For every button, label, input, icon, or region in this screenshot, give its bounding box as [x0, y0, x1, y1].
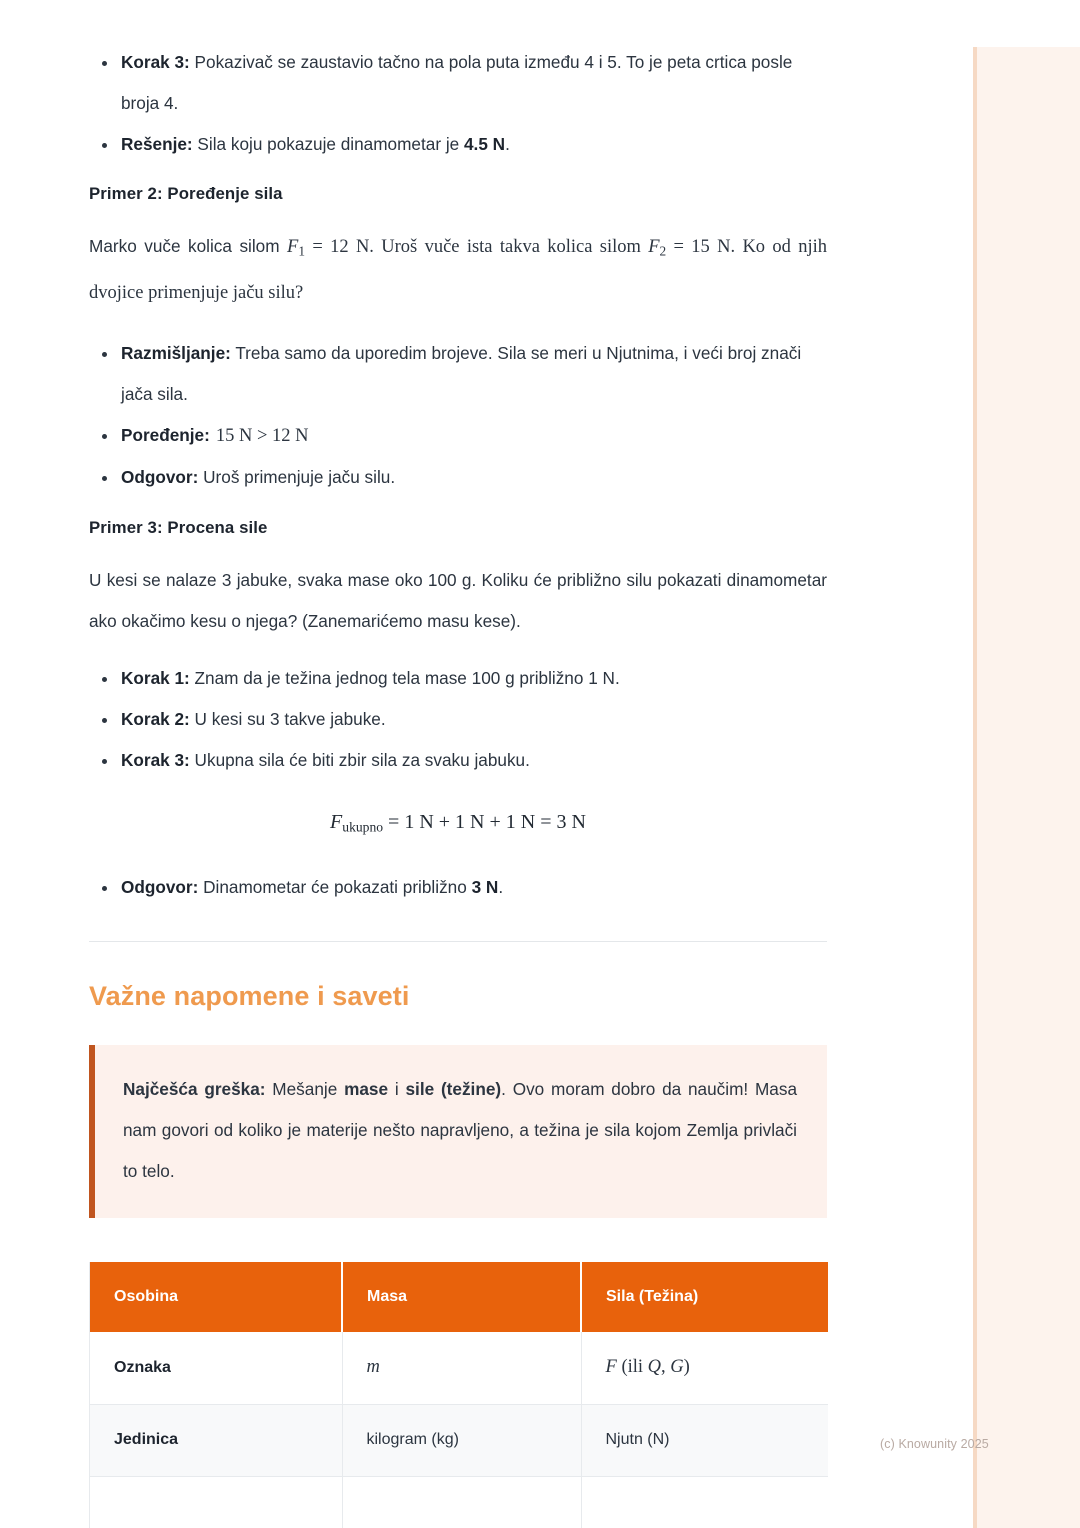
column-header-sila: Sila (Težina): [581, 1262, 828, 1332]
callout-part-3: . Ovo moram dobro da naučim! Masa nam govori od koliko je materije nešto napravljeno, a težina je sila kojom Zemlja privlači to telo.: [123, 1079, 798, 1182]
list-item: [89, 124, 827, 165]
cell-empty: [581, 1476, 828, 1528]
right-side-panel: [973, 47, 1080, 1528]
right-side-panel-edge: [973, 47, 977, 1528]
force-symbol: F: [605, 1357, 617, 1378]
column-header-osobina: Osobina: [90, 1262, 342, 1332]
force-symbol-f2: F: [648, 237, 660, 257]
list-item: [89, 457, 827, 498]
callout-bold-2: sile (težine): [405, 1079, 502, 1100]
bullet-text: U kesi su 3 takve jabuke.: [189, 708, 386, 729]
callout-bold-1: mase: [344, 1079, 389, 1100]
example-2-bullet-list: [89, 333, 827, 498]
bullet-text: Pokazivač se zaustavio tačno na pola puta između 4 i 5. To je peta crtica posle broja 4.: [121, 52, 793, 113]
bullet-text: Dinamometar će pokazati približno: [198, 877, 472, 898]
formula-expression: = 1 N + 1 N + 1 N = 3 N: [383, 810, 586, 833]
list-item: [89, 415, 827, 457]
bullet-text-tail: .: [498, 877, 504, 898]
cell-property-name: Oznaka: [90, 1332, 342, 1404]
table-wrapper: [89, 1262, 827, 1528]
mass-vs-force-table: [90, 1262, 828, 1528]
bullet-text-tail: .: [505, 134, 510, 154]
cell-force-unit: Njutn (N): [581, 1404, 828, 1476]
paragraph-math-2: = 15 N. Ko od njih dvojice primenjuje jaču silu?: [89, 237, 828, 303]
example-2-paragraph: [89, 226, 827, 314]
bullet-text: Znam da je težina jednog tela mase 100 g približno 1 N.: [189, 667, 620, 688]
formula-subscript: ukupno: [342, 819, 384, 835]
callout-text: [123, 1069, 797, 1192]
bullet-label: Rešenje:: [121, 134, 193, 154]
force-symbol-q: Q: [647, 1357, 662, 1378]
callout-part-1: Mešanje: [265, 1079, 345, 1100]
example-3-bullet-list: [89, 658, 827, 781]
bullet-text: Uroš primenjuje jaču silu.: [198, 466, 396, 487]
copyright-watermark: (c) Knowunity 2025: [880, 1437, 989, 1451]
cell-empty: [90, 1476, 342, 1528]
example-3-answer-list: [89, 867, 827, 908]
warning-callout: [89, 1045, 827, 1218]
bullet-label: Poređenje:: [121, 424, 210, 445]
list-item: [89, 740, 827, 781]
column-header-masa: Masa: [342, 1262, 581, 1332]
paragraph-math-1: = 12 N. Uroš vuče ista takva kolica silom: [305, 237, 649, 257]
list-item: [89, 333, 827, 415]
table-head: [90, 1262, 828, 1332]
bullet-label: Korak 2:: [121, 708, 190, 729]
example-3-heading: Primer 3: Procena sile: [89, 517, 268, 537]
bullet-text: Sila koju pokazuje dinamometar je: [192, 134, 464, 154]
cell-force-symbol: [581, 1332, 828, 1404]
bullet-label: Korak 3:: [121, 52, 190, 72]
comparison-math: 15 N > 12 N: [215, 425, 309, 446]
table-row: [90, 1332, 828, 1404]
formula-symbol: F: [330, 810, 343, 833]
bullet-label: Odgovor:: [121, 466, 199, 487]
top-bullet-list: [89, 42, 827, 165]
cell-empty: [342, 1476, 581, 1528]
example-2-heading: Primer 2: Poređenje sila: [89, 184, 283, 203]
bullet-label: Korak 3:: [121, 749, 190, 770]
bullet-label: Razmišljanje:: [121, 342, 231, 363]
paragraph-text: Marko vuče kolica silom: [89, 236, 288, 256]
list-item: [89, 867, 827, 908]
bullet-label: Korak 1:: [121, 667, 190, 688]
total-force-formula: [89, 805, 827, 841]
list-item: [89, 42, 827, 124]
list-item: [89, 658, 827, 699]
bullet-text: Treba samo da uporedim brojeve. Sila se meri u Njutnima, i veći broj znači jača sila.: [121, 342, 802, 404]
bullet-text: Ukupna sila će biti zbir sila za svaku jabuku.: [189, 749, 530, 770]
notes-section-heading: Važne napomene i saveti: [89, 981, 410, 1012]
example-3-paragraph: U kesi se nalaze 3 jabuke, svaka mase oko 100 g. Koliku će približno silu pokazati dinamometar ako okačimo kesu o njega? (Zanemarićemo masu kese).: [89, 569, 827, 631]
mass-symbol: m: [366, 1357, 380, 1378]
force-note-close: ): [683, 1357, 690, 1378]
force-subscript-2: 2: [659, 243, 667, 259]
bullet-value: 3 N: [471, 877, 499, 898]
callout-part-2: i: [388, 1079, 406, 1100]
bullet-label: Odgovor:: [121, 877, 199, 898]
force-note-open: (ili: [616, 1357, 648, 1378]
table-body: [90, 1332, 828, 1528]
table-row: [90, 1404, 828, 1476]
table-header-row: [90, 1262, 828, 1332]
force-symbol-g: G: [670, 1357, 684, 1378]
cell-mass-unit: kilogram (kg): [342, 1404, 581, 1476]
force-note-comma: ,: [661, 1357, 671, 1378]
table-row-partial: [90, 1476, 828, 1528]
force-symbol-f1: F: [287, 237, 299, 257]
cell-property-name: Jedinica: [90, 1404, 342, 1476]
force-subscript-1: 1: [298, 243, 306, 259]
document-content: [89, 0, 827, 1528]
cell-mass-symbol: [342, 1332, 581, 1404]
callout-label: Najčešća greška:: [123, 1079, 266, 1100]
bullet-value: 4.5 N: [463, 134, 506, 154]
list-item: [89, 699, 827, 740]
